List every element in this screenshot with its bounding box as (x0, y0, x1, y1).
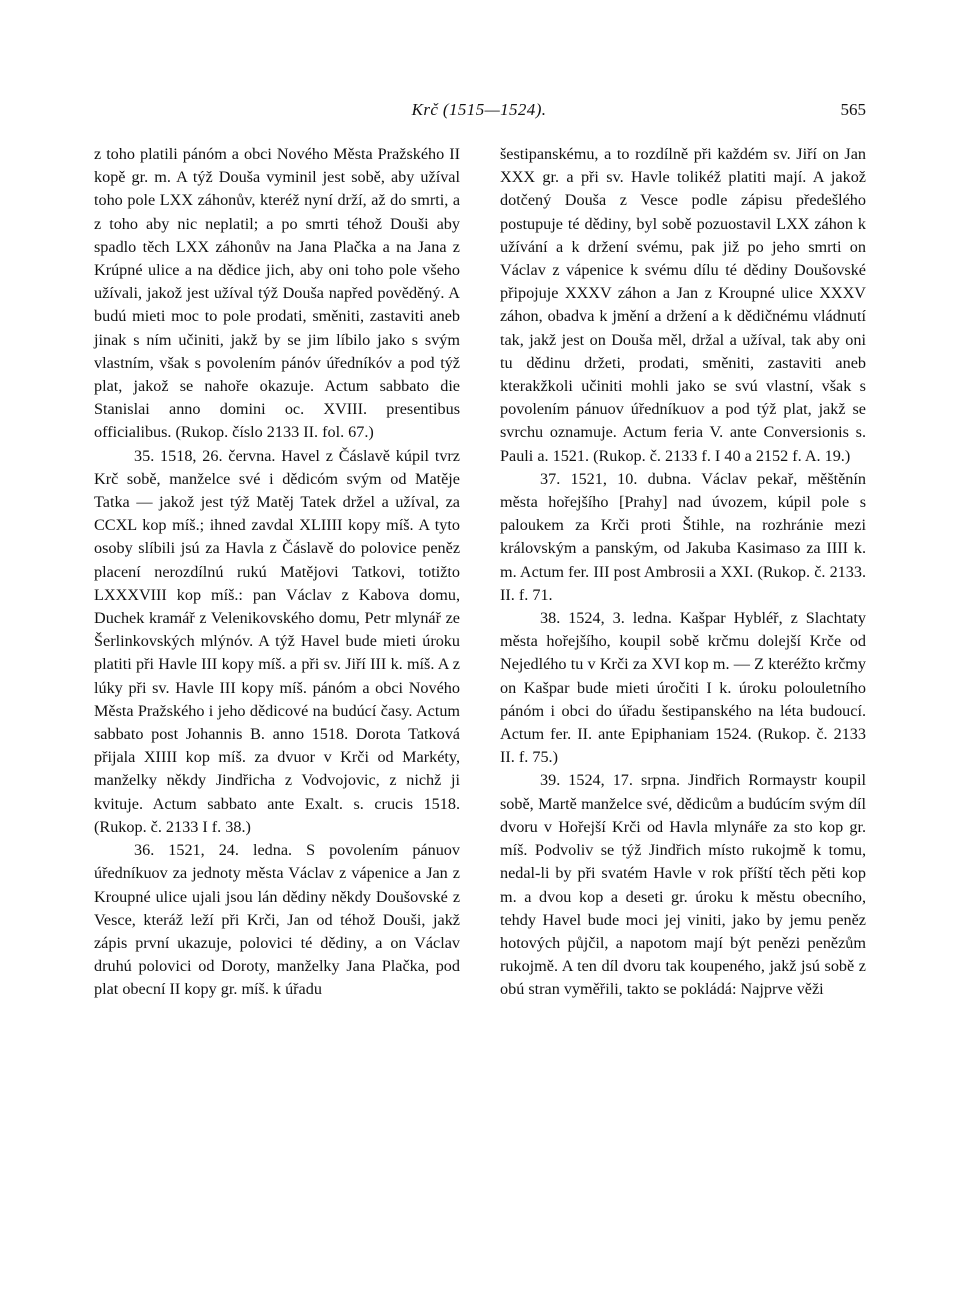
running-title: Krč (1515—1524). (411, 100, 547, 119)
paragraph: 36. 1521, 24. ledna. S povolením pánuov úředníkuov za jednoty města Václav z vápenice a Jan z Kroupné ulice ujali jsou lán dědiny někdy Doušovské z Vesce, kteráž leží při Krči, Jan od téhož Douši, jakž zápis první ukazuje, polovici té dědiny, a on Václav druhú polovici od Doroty, manželky Jana Plačka, pod plat obecní II kopy gr. míš. k úřadu (94, 841, 460, 999)
right-column (500, 143, 866, 1002)
running-header (92, 100, 866, 128)
paragraph: 37. 1521, 10. dubna. Václav pekař, měštěnín města hořejšího [Prahy] nad úvozem, kúpil pole s paloukem za Krči proti Štihle, na rozhránie mezi královským a panským, od Jakuba Kasimaso za IIII k. m. Actum fer. III post Ambrosii a XXI. (Rukop. č. 2133. II. f. 71. (500, 469, 866, 604)
paragraph: z toho platili pánóm a obci Nového Města Pražského II kopě gr. m. A týž Douša vyminil jest sobě, aby užíval toho pole LXX záhonův, kteréž nyní drží, až do smrti, a z toho aby nic neplatil; a po smrti téhož Douši aby spadlo těch LXX záhonův na Jana Plačka a na Jana z Krúpné ulice a na dědice jich, aby oni toho pole všeho užívali, jakož jest užíval týž Douša napřed pověděný. A budú mieti moc to pole prodati, směniti, zastaviti aneb jinak s ním učiniti, jakž by se jim líbilo jako s svým vlastním, však s povolením pánóv úředníkóv a pod týž plat, jakož se nahoře okazuje. Actum sabbato die Stanislai anno domini oc. XVIII. presentibus officialibus. (Rukop. číslo 2133 II. fol. 67.) (94, 145, 460, 442)
page-number: 565 (840, 100, 866, 119)
left-column (94, 143, 460, 1002)
paragraph: 35. 1518, 26. června. Havel z Čáslavě kúpil tvrz Krč sobě, manželce své i dědicóm svým od Matěje Tatka — jakož jest týž Matěj Tatek držel a užíval, za CCXL kop míš.; ihned zavdal XLIIII kopy míš. A tyto osoby slíbili jsú za Havla z Čáslavě do polovice peněz placení nerozdílnú rukú Matějovi Tatkovi, totižto LXXXVIII kop míš.: pan Václav z Kabova domu, Duchek kramář z Velenikovského domu, Petr mlynář ze Šerlinkovských mlýnóv. A týž Havel bude mieti úroku platiti při Havle III kopy míš. a při sv. Jiří III k. míš. A z lúky při sv. Havle III kopy míš. pánóm a obci Nového Města Pražského i jeho dědicové na budúcí časy. Actum sabbato post Johannis B. anno 1518. Dorota Tatková přijala XIIII kop míš. za dvuor v Krči od Markéty, manželky někdy Jindřicha z Vodvojovic, z nichž ji kvituje. Actum sabbato ante Exalt. s. crucis 1518. (Rukop. č. 2133 I f. 38.) (94, 446, 460, 836)
paragraph: 39. 1524, 17. srpna. Jindřich Rormaystr koupil sobě, Martě manželce své, dědicům a budúcím svým díl dvoru v Hořejší Krči od Havla mlynáře za sto kop gr. míš. Podvoliv se týž Jindřich místo rukojmě k tomu, nedal-li by při svatém Havle v rok příští těch pěti kop m. a dvou kop a deseti gr. úroku k městu obecního, tehdy Havel bude moci jej viniti, jako by jemu peněz hotových půjčil, a napotom mají být penězi penězům rukojmě. A ten díl dvoru tak koupeného, jakž jsú sobě z obú stran vyměřili, takto se pokládá: Najprve věži (500, 771, 866, 999)
paragraph: šestipanskému, a to rozdílně při každém sv. Jiří on Jan XXX gr. a při sv. Havle tolikéž platiti mají. A jakož dotčený Douša z Vesce podle zápisu předešlého postupuje té dědiny, byl sobě pozuostavil LXX záhon k užívání a k držení svému, pak již po jeho smrti on Václav z vápenice k svému dílu té dědiny Doušovské připojuje XXXV záhon a Jan z Kroupné ulice XXXV záhon, obadva k jmění a držení a k dědičnému vládnutí tak, jakž jest on Douša měl, držal a užíval, tak aby oni tu dědinu držeti, prodati, směniti, zastaviti aneb kterakžkoli učiniti mohli jako se svú vlastní, však s povolením pánuov úředníkuov a pod týž plat, jakž se svrchu oznamuje. Actum feria V. ante Conversionis s. Pauli a. 1521. (Rukop. č. 2133 f. I 40 a 2152 f. A. 19.) (500, 145, 866, 465)
paragraph: 38. 1524, 3. ledna. Kašpar Hybléř, z Slachtaty města hořejšího, koupil sobě krčmu dolejší Krče od Nejedlého tu v Krči za XVI kop m. — Z kteréžto krčmy on Kašpar bude mieti úročiti I k. úroku polouletního pánóm i obci do úřadu šestipanského na léta budoucí. Actum fer. II. ante Epiphaniam 1524. (Rukop. č. 2133 II. f. 75.) (500, 609, 866, 767)
